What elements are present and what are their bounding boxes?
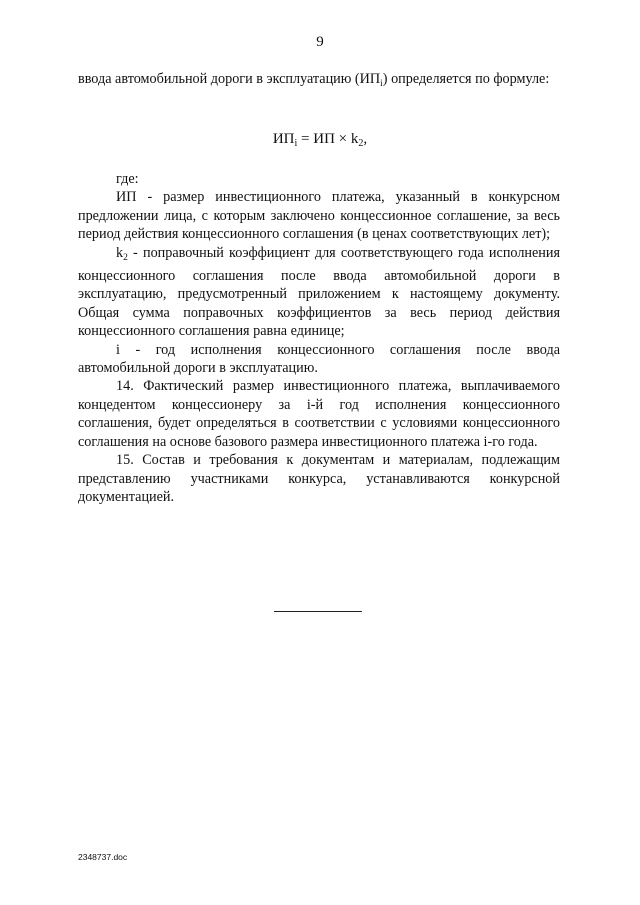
formula-lhs-subscript: i — [294, 138, 298, 149]
intro-subscript: i — [380, 79, 383, 89]
k2-subscript: 2 — [123, 252, 128, 263]
where-label: где: — [116, 171, 139, 187]
section-divider — [274, 611, 362, 612]
paragraph-15: 15. Состав и требования к документам и материалам, подлежащим представлению участниками конкурса, устанавливаются конкурсной документацией. — [78, 452, 560, 505]
footer-filename: 2348737.doc — [78, 852, 128, 862]
page-number: 9 — [316, 34, 324, 50]
paragraph-14: 14. Фактический размер инвестиционного платежа, выплачиваемого концедентом концессионеру за i-й год исполнения концессионного соглашения, будет определяться в соответствии с условиями концессионного соглашения на основе базового размера инвестиционного платежа i-го года. — [78, 378, 560, 450]
k2-text: - поправочный коэффициент для соответствующего года исполнения концессионного соглашения после ввода автомобильной дороги в эксплуатацию, предусмотренный приложением к настоящему документу. Общая сумма поправочных коэффициентов за весь период действия концессионного соглашения равна единице; — [78, 244, 560, 340]
intro-paragraph — [78, 70, 560, 93]
formula-rhs-subscript: 2 — [358, 138, 364, 149]
definition-k2 — [78, 244, 560, 341]
intro-text — [78, 70, 560, 93]
formula — [0, 131, 640, 149]
definition-ip: ИП - размер инвестиционного платежа, указанный в конкурсном предложении лица, с которым заключено концессионное соглашение, за весь период действия концессионного соглашения (в ценах соответствующих лет); — [78, 189, 560, 243]
intro-tail: ) определяется по формуле: — [382, 71, 550, 87]
definitions-block — [78, 170, 560, 506]
formula-rhs: = ИП × k — [297, 131, 359, 147]
formula-lhs: ИП — [272, 131, 295, 147]
intro-line: ввода автомобильной дороги в эксплуатацию (ИП — [78, 71, 381, 87]
definition-i: i - год исполнения концессионного соглашения после ввода автомобильной дороги в эксплуатацию. — [78, 341, 560, 377]
k2-symbol: k — [116, 244, 124, 261]
formula-tail: , — [363, 131, 368, 147]
